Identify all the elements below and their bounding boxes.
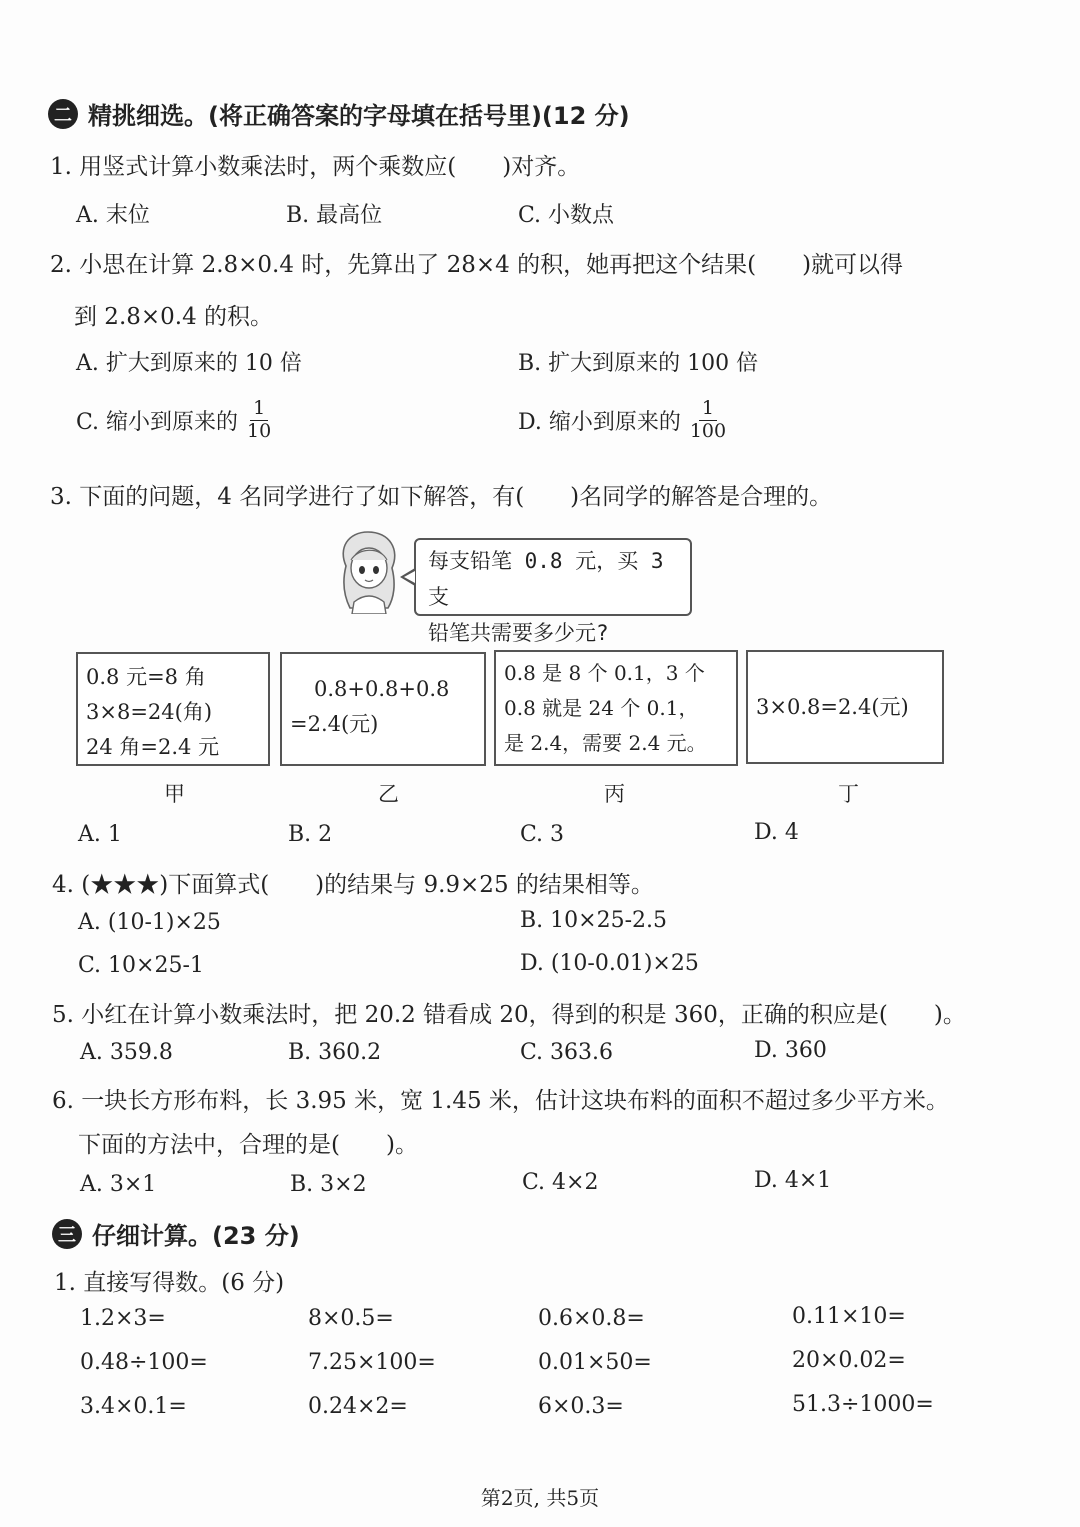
solution-label-bing: 丙	[604, 782, 625, 806]
question-4-stem: 4. (★★★)下面算式( )的结果与 9.9×25 的结果相等。	[52, 872, 654, 898]
calc-item: 0.01×50=	[538, 1350, 652, 1375]
solution-line: 3×0.8=2.4(元)	[756, 695, 909, 719]
q4-option-d[interactable]: D. (10-0.01)×25	[520, 951, 699, 976]
fraction	[244, 398, 274, 443]
q3-option-a[interactable]: A. 1	[78, 822, 122, 847]
solution-line: 24 角=2.4 元	[86, 735, 220, 759]
calc-item: 0.48÷100=	[80, 1350, 208, 1375]
question-2-stem-line2: 到 2.8×0.4 的积。	[74, 304, 274, 330]
solution-line: 0.8 元=8 角	[86, 665, 206, 689]
solution-line: 3×8=24(角)	[86, 700, 213, 724]
calc-item: 1.2×3=	[80, 1306, 166, 1331]
q2-option-c[interactable]	[76, 398, 274, 443]
q3-option-d[interactable]: D. 4	[754, 820, 799, 845]
solution-line: 0.8+0.8+0.8	[314, 677, 450, 701]
solution-label-ding: 丁	[838, 782, 859, 806]
q6-option-a[interactable]: A. 3×1	[80, 1172, 157, 1197]
calc-item: 0.24×2=	[308, 1394, 408, 1419]
fraction	[687, 398, 729, 443]
solution-box-ding	[746, 650, 944, 764]
q1-option-a[interactable]: A. 末位	[76, 203, 150, 228]
solution-line: 0.8 是 8 个 0.1，3 个	[504, 661, 705, 685]
q4-option-b[interactable]: B. 10×25-2.5	[520, 908, 667, 933]
solution-box-jia	[76, 652, 270, 766]
q5-option-a[interactable]: A. 359.8	[80, 1040, 173, 1065]
solution-line: 0.8 就是 24 个 0.1，	[504, 696, 699, 720]
girl-illustration	[334, 528, 404, 614]
q1-option-c[interactable]: C. 小数点	[518, 203, 615, 228]
section-number-badge: 三	[52, 1219, 82, 1249]
calc-item: 51.3÷1000=	[792, 1392, 934, 1417]
q5-option-d[interactable]: D. 360	[754, 1038, 827, 1063]
q6-option-c[interactable]: C. 4×2	[522, 1170, 599, 1195]
solution-label-jia: 甲	[164, 782, 185, 806]
solution-line: =2.4(元)	[290, 712, 379, 736]
bubble-line-1: 每支铅笔 0.8 元，买 3 支	[428, 549, 664, 609]
section-2-heading	[48, 96, 630, 131]
bubble-tail-inner	[404, 571, 415, 583]
question-1-stem: 1. 用竖式计算小数乘法时，两个乘数应( )对齐。	[50, 154, 581, 180]
q3-option-c[interactable]: C. 3	[520, 822, 565, 847]
question-5-stem: 5. 小红在计算小数乘法时，把 20.2 错看成 20，得到的积是 360，正确的积应是( )。	[52, 1002, 966, 1028]
q4-option-c[interactable]: C. 10×25-1	[78, 953, 204, 978]
q2-option-d[interactable]	[518, 398, 729, 443]
calc-item: 0.6×0.8=	[538, 1306, 645, 1331]
solution-box-bing	[494, 650, 738, 766]
option-text: C. 缩小到原来的	[76, 409, 239, 435]
question-2-stem-line1: 2. 小思在计算 2.8×0.4 时，先算出了 28×4 的积，她再把这个结果( )就可以得	[50, 252, 904, 278]
speech-bubble	[414, 538, 692, 645]
question-3-stem: 3. 下面的问题，4 名同学进行了如下解答，有( )名同学的解答是合理的。	[50, 484, 833, 510]
fraction-denominator: 10	[247, 419, 272, 442]
solution-line: 是 2.4，需要 2.4 元。	[504, 731, 707, 755]
q2-option-b[interactable]: B. 扩大到原来的 100 倍	[518, 351, 759, 376]
calc-subtitle: 1. 直接写得数。(6 分)	[54, 1270, 285, 1296]
option-text: D. 缩小到原来的	[518, 409, 681, 435]
section-title: 精挑细选。(将正确答案的字母填在括号里)(12 分)	[88, 102, 630, 130]
bubble-line-2: 铅笔共需要多少元?	[428, 621, 609, 645]
solution-label-yi: 乙	[378, 782, 399, 806]
q2-option-a[interactable]: A. 扩大到原来的 10 倍	[76, 351, 302, 376]
section-3-heading	[52, 1216, 300, 1251]
section-number-badge: 二	[48, 99, 78, 129]
q6-option-d[interactable]: D. 4×1	[754, 1168, 832, 1193]
question-6-stem-line2: 下面的方法中，合理的是( )。	[78, 1132, 418, 1158]
calc-item: 6×0.3=	[538, 1394, 624, 1419]
calc-item: 20×0.02=	[792, 1348, 906, 1373]
page-footer: 第2页, 共5页	[480, 1486, 600, 1510]
calc-item: 0.11×10=	[792, 1304, 906, 1329]
q4-option-a[interactable]: A. (10-1)×25	[78, 910, 221, 935]
question-6-stem-line1: 6. 一块长方形布料，长 3.95 米，宽 1.45 米，估计这块布料的面积不超过多少平方米。	[52, 1088, 949, 1114]
calc-item: 7.25×100=	[308, 1350, 436, 1375]
calc-item: 8×0.5=	[308, 1306, 394, 1331]
q3-option-b[interactable]: B. 2	[288, 822, 333, 847]
section-title: 仔细计算。(23 分)	[92, 1222, 300, 1250]
fraction-numerator: 1	[699, 398, 717, 421]
q5-option-c[interactable]: C. 363.6	[520, 1040, 614, 1065]
solution-box-yi	[280, 652, 486, 766]
q5-option-b[interactable]: B. 360.2	[288, 1040, 382, 1065]
q1-option-b[interactable]: B. 最高位	[286, 203, 383, 228]
fraction-numerator: 1	[250, 398, 268, 421]
q6-option-b[interactable]: B. 3×2	[290, 1172, 367, 1197]
calc-item: 3.4×0.1=	[80, 1394, 187, 1419]
fraction-denominator: 100	[689, 419, 727, 442]
